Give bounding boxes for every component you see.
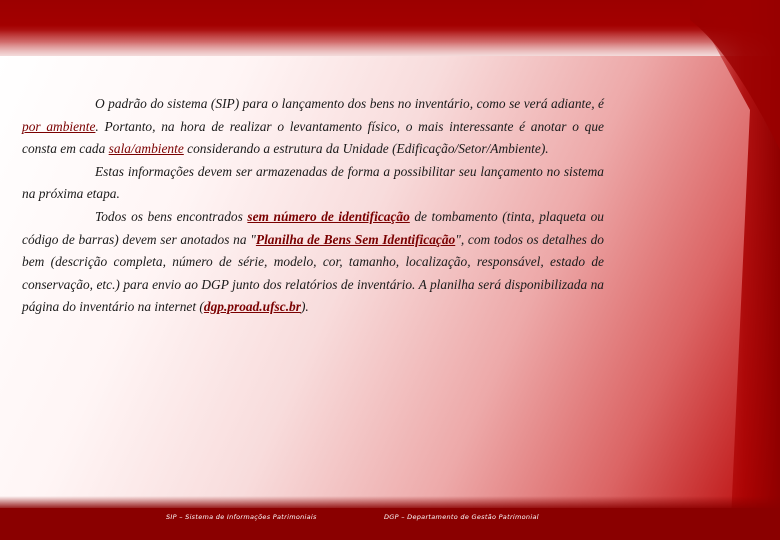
paragraph3-text-b: de tombamento (tinta, plaqueta ou código de barras) devem ser anotados na " [22,208,604,247]
footer-dgp-label: DGP – Departamento de Gestão Patrimonial [384,513,539,521]
body-text [22,93,604,319]
paragraph1-text-a: O padrão do sistema (SIP) para o lançamento dos bens no inventário, como se verá adiante, é [95,96,604,111]
paragraph1-text-c: considerando a estrutura da Unidade (Edificação/Setor/Ambiente). [183,141,549,157]
paragraph1-text-b: . Portanto, na hora de realizar o levantamento físico, o mais interessante é anotar o que consta em cada [22,118,604,157]
paragraph3-text-d: ). [300,299,309,315]
paragraph3-text-a: Todos os bens encontrados [95,208,248,224]
footer-sip-label: SIP – Sistema de Informações Patrimoniais [166,513,317,521]
planilha-name-emphasis: Planilha de Bens Sem Identificação [255,231,456,247]
paragraph-armazenamento [22,161,604,206]
sala-ambiente-emphasis: sala/ambiente [108,141,184,157]
paragraph2-text: Estas informações devem ser armazenadas de forma a possibilitar seu lançamento no sistema na próxima etapa. [22,163,604,202]
website-link[interactable]: dgp.proad.ufsc.br [203,299,301,315]
paragraph3-text-c: ", com todos os detalhes do bem (descrição completa, número de série, modelo, cor, tamanho, localização, responsável, estado de conservação, etc.) para envio ao DGP junto dos relatórios de inventário. A planilha será disponibilizada na página do inventário na internet ( [22,231,604,315]
por-ambiente-emphasis: por ambiente [22,118,96,134]
sem-numero-emphasis: sem número de identificação [247,208,410,224]
paragraph-sem-identificacao [22,206,604,319]
paragraph-ambiente [22,93,604,161]
